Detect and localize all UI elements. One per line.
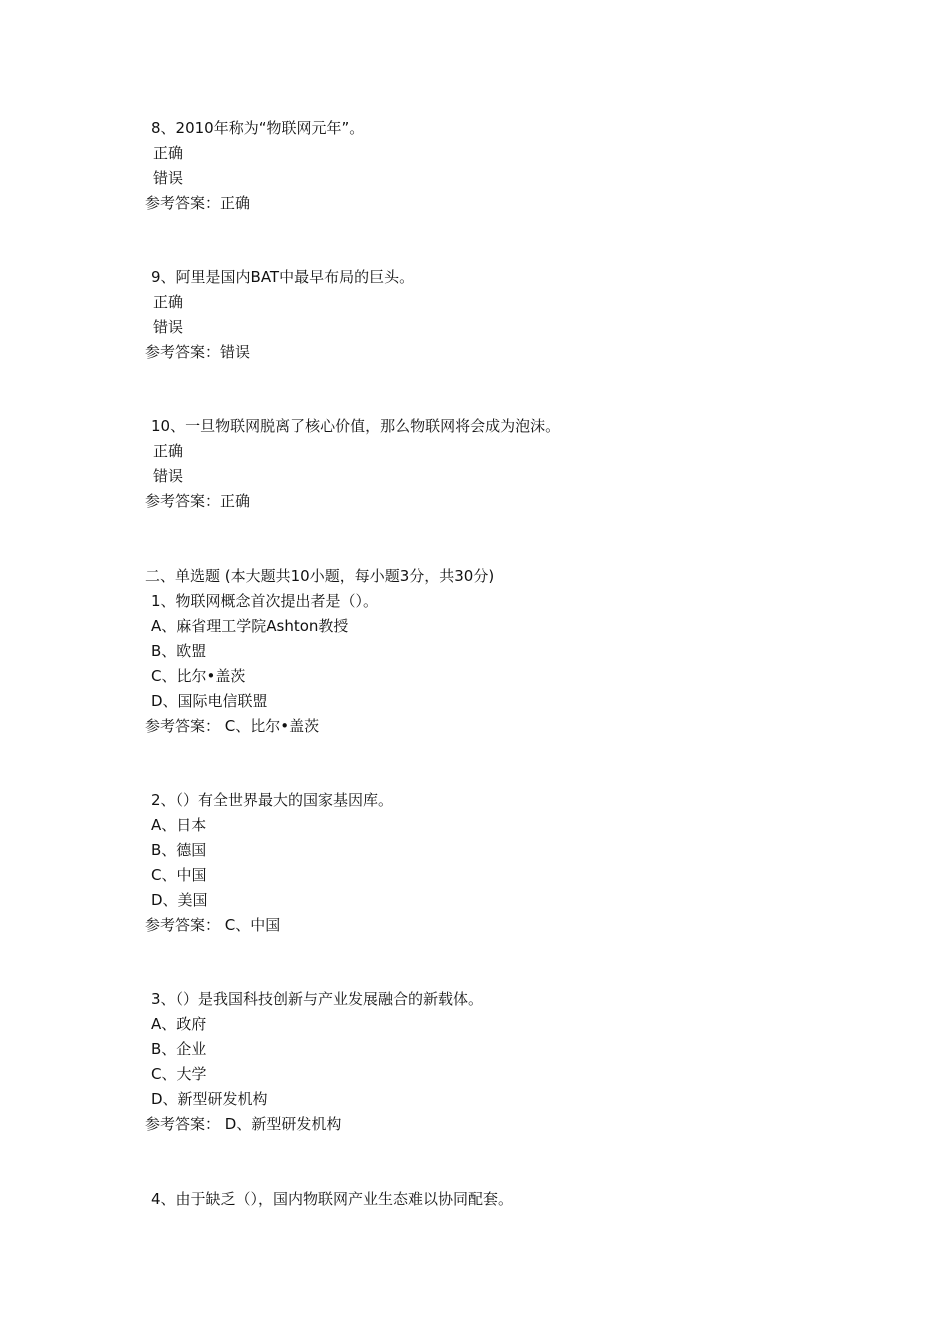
option-text: B、企业 [151,1040,207,1058]
question-text: 3、（）是我国科技创新与产业发展融合的新载体。 [151,990,484,1008]
question-text: 2、（）有全世界最大的国家基因库。 [151,791,394,809]
option-text: A、日本 [151,816,207,834]
answer-text: 参考答案： C、比尔•盖茨 [145,717,320,735]
section-title: 二、单选题 (本大题共10小题，每小题3分，共30分) [145,567,495,585]
answer-text: 参考答案： C、中国 [145,916,281,934]
answer-text: 参考答案：正确 [145,194,251,212]
question-text: 8、2010年称为“物联网元年”。 [151,119,365,137]
option-text: 错误 [153,169,184,187]
option-text: C、中国 [151,866,207,884]
option-text: 错误 [153,467,184,485]
option-text: B、德国 [151,841,207,859]
option-text: C、比尔•盖茨 [151,667,246,685]
option-text: 正确 [153,442,184,460]
option-text: 正确 [153,293,184,311]
question-text: 4、由于缺乏（），国内物联网产业生态难以协同配套。 [151,1190,514,1208]
option-text: A、政府 [151,1015,207,1033]
question-text: 1、物联网概念首次提出者是（）。 [151,592,379,610]
answer-text: 参考答案：错误 [145,343,251,361]
question-text: 10、一旦物联网脱离了核心价值，那么物联网将会成为泡沫。 [151,417,561,435]
answer-text: 参考答案：正确 [145,492,251,510]
option-text: D、美国 [151,891,208,909]
question-text: 9、阿里是国内BAT中最早布局的巨头。 [151,268,415,286]
option-text: D、新型研发机构 [151,1090,268,1108]
option-text: B、欧盟 [151,642,207,660]
option-text: A、麻省理工学院Ashton教授 [151,617,349,635]
option-text: 正确 [153,144,184,162]
option-text: 错误 [153,318,184,336]
option-text: D、国际电信联盟 [151,692,268,710]
option-text: C、大学 [151,1065,207,1083]
answer-text: 参考答案： D、新型研发机构 [145,1115,342,1133]
